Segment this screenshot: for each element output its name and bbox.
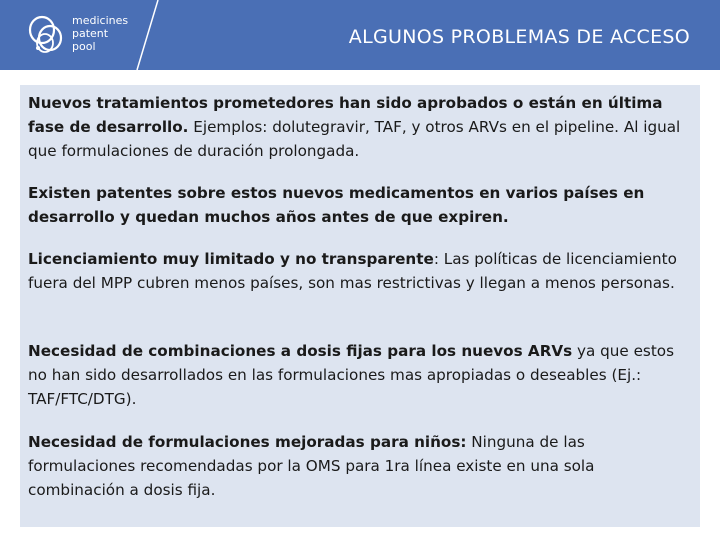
logo-line-3: pool	[72, 40, 96, 53]
content-panel	[20, 85, 700, 527]
paragraph-4-text: ya que estos no han sido desarrollados en las formulaciones mas apropiadas o deseables (Ej.: TAF/FTC/DTG).	[28, 342, 674, 408]
paragraph-3-text: : Las políticas de licenciamiento fuera del MPP cubren menos países, son mas restrictivas y llegan a menos personas.	[28, 250, 677, 292]
paragraph-1-text: Ejemplos: dolutegravir, TAF, y otros ARVs en el pipeline. Al igual que formulaciones de duración prolongada.	[28, 118, 681, 160]
paragraph-2	[28, 181, 692, 229]
paragraph-1	[28, 91, 692, 163]
paragraph-5	[28, 430, 692, 502]
paragraph-5-text: Ninguna de las formulaciones recomendadas por la OMS para 1ra línea existe en una sola combinación a dosis fija.	[28, 433, 595, 499]
paragraph-4	[28, 339, 692, 411]
paragraph-3-bold: Licenciamiento muy limitado y no transparente	[28, 250, 434, 268]
paragraph-2-bold: Existen patentes sobre estos nuevos medicamentos en varios países en desarrollo y quedan muchos años antes de que expiren.	[28, 184, 645, 226]
paragraph-1-bold: Nuevos tratamientos prometedores han sido aprobados o están en última fase de desarrollo.	[28, 94, 663, 136]
header-bar	[0, 0, 720, 70]
paragraph-5-bold: Necesidad de formulaciones mejoradas para niños:	[28, 433, 467, 451]
logo-line-1: medicines	[72, 14, 129, 27]
paragraph-4-bold: Necesidad de combinaciones a dosis fijas para los nuevos ARVs	[28, 342, 573, 360]
paragraph-3	[28, 247, 692, 295]
logo-line-2: patent	[72, 27, 109, 40]
page-title: ALGUNOS PROBLEMAS DE ACCESO	[348, 26, 690, 48]
